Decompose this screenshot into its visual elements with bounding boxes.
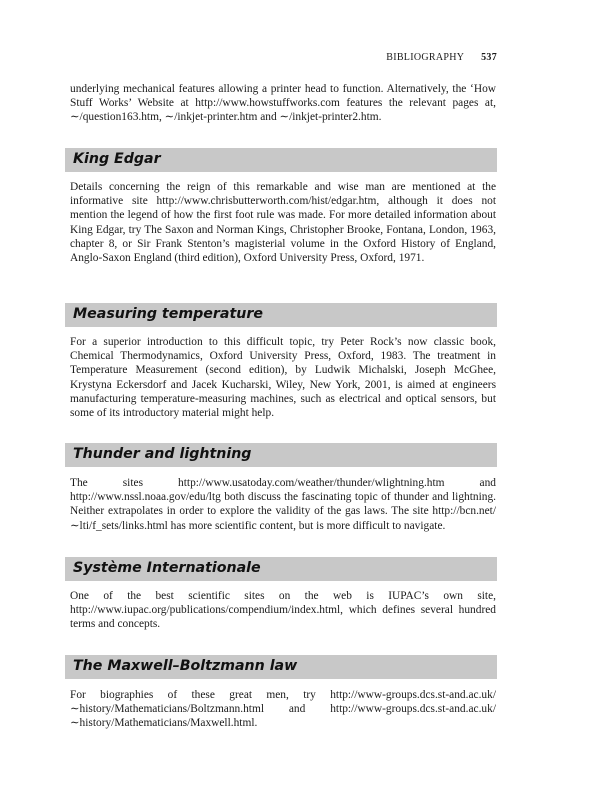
section-paragraph: For biographies of these great men, try http://www-groups.dcs.st-and.ac.uk/∼history/Mathematicians/Boltzmann.html and http://www-groups.dcs.st-and.ac.uk/∼history/Mathematicians/Maxwell.html. <box>70 689 496 730</box>
page-number: 537 <box>481 52 497 63</box>
section-heading-bar <box>65 148 497 172</box>
running-head-title: BIBLIOGRAPHY <box>386 52 465 63</box>
section-heading-bar <box>65 557 497 581</box>
section-heading-bar <box>65 655 497 679</box>
section-paragraph: Details concerning the reign of this remarkable and wise man are mentioned at the informative site http://www.chrisbutterworth.com/hist/edgar.htm, although it does not mention the legend of how the first foot rule was made. For more detailed information about King Edgar, try The Saxon and Norman Kings, Christopher Brooke, Fontana, London, 1963, chapter 8, or Sir Frank Stenton’s magisterial volume in the Oxford History of England, Anglo-Saxon England (third edition), Oxford University Press, Oxford, 1971. <box>70 181 496 265</box>
section-body <box>70 688 496 731</box>
section-body <box>70 180 496 265</box>
section-heading: Measuring temperature <box>73 306 263 322</box>
intro-paragraph: underlying mechanical features allowing a printer head to function. Alternatively, the ‘How Stuff Works’ Website at http://www.howstuffworks.com features the relevant pages at, ∼/question163.htm, ∼/inkjet-printer.htm and ∼/inkjet-printer2.htm. <box>70 83 496 124</box>
section-body <box>70 589 496 632</box>
section-heading-bar <box>65 443 497 467</box>
section-heading: Système Internationale <box>73 560 261 576</box>
section-heading: Thunder and lightning <box>73 446 252 462</box>
section-paragraph: The sites http://www.usatoday.com/weather/thunder/wlightning.htm and http://www.nssl.noaa.gov/edu/ltg both discuss the fascinating topic of thunder and lightning. Neither extrapolates in order to explore the validity of the gas laws. The site http://bcn.net/∼lti/f_sets/links.html has more scientific content, but is more difficult to navigate. <box>70 477 496 532</box>
section-heading-bar <box>65 303 497 327</box>
section-body <box>70 335 496 420</box>
running-head <box>386 52 497 63</box>
section-paragraph: For a superior introduction to this difficult topic, try Peter Rock’s now classic book, Chemical Thermodynamics, Oxford University Press, Oxford, 1983. The treatment in Temperature Measurement (second edition), by Ludwik Michalski, Joseph McGhee, Krystyna Eckersdorf and Jacek Kucharski, Wiley, New York, 2001, is aimed at engineers manufacturing temperature-measuring machines, such as electrical and optical sensors, but some of its introductory material might help. <box>70 336 496 420</box>
section-heading: The Maxwell–Boltzmann law <box>73 658 298 674</box>
section-body <box>70 476 496 533</box>
intro-paragraph-block <box>70 82 496 125</box>
section-heading: King Edgar <box>73 151 161 167</box>
section-paragraph: One of the best scientific sites on the web is IUPAC’s own site, http://www.iupac.org/publications/compendium/index.html, which defines several hundred terms and concepts. <box>70 590 496 631</box>
